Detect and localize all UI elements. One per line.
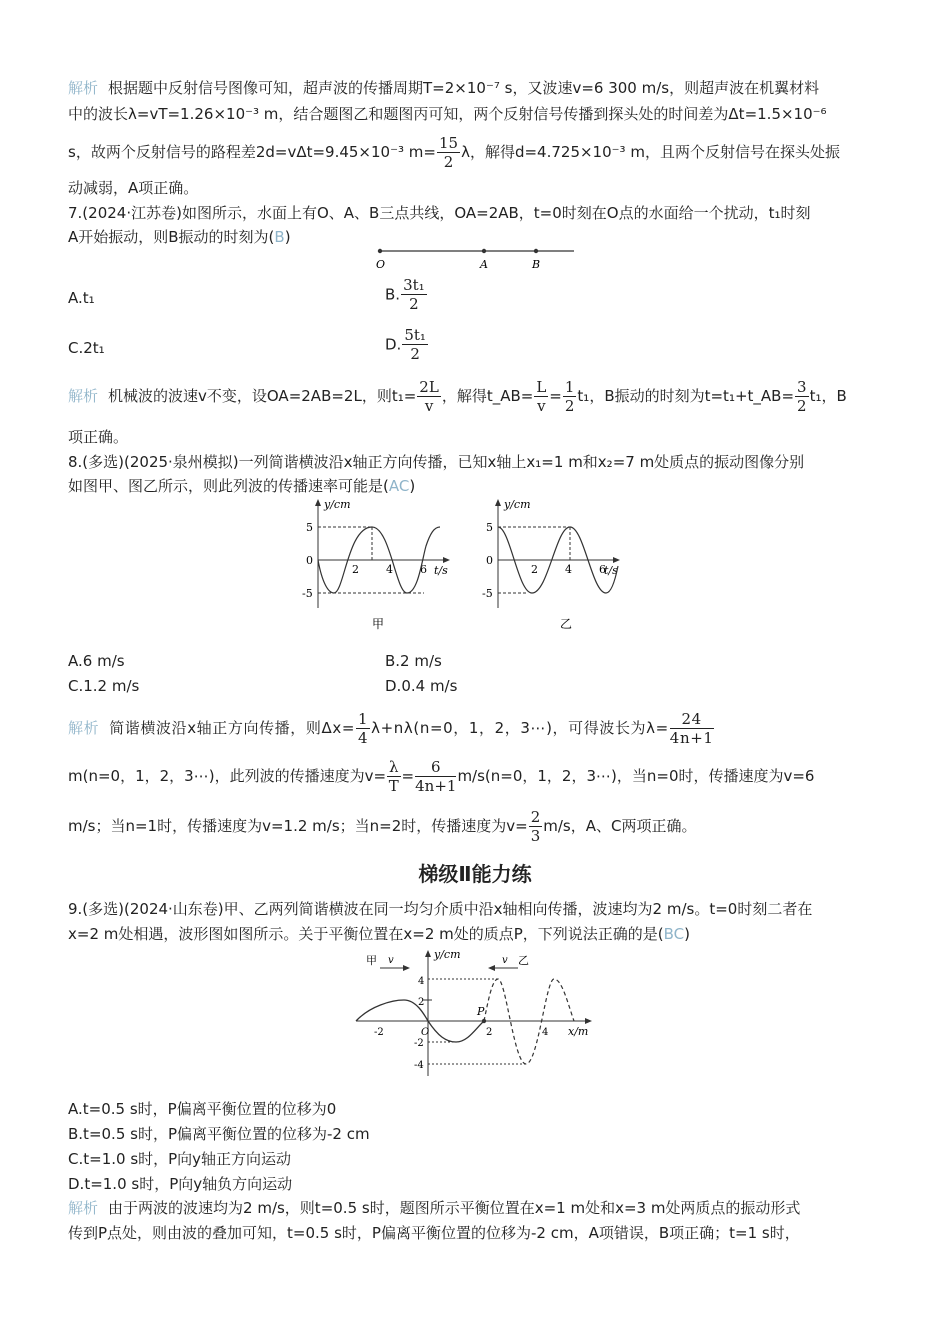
q7-option-b: B. $\frac{\text{3t₁}}{2}$: [385, 276, 425, 313]
q8-option-b: B.2 m/s: [385, 652, 442, 670]
x-tick: 6: [599, 563, 606, 576]
x-tick: 4: [565, 563, 572, 576]
q7-line-figure: [370, 244, 580, 272]
q7-analysis-line1: 解析 机械波的波速v不变，设OA=2AB=2L，则t₁= $\frac{2L}{v}$ ，解得t_AB= $\frac{L}{v}$ = $\frac{1}{2}$ t₁，B振动的时刻为t=t₁+t_AB= $\frac{3}{2}$ t₁，B: [68, 378, 847, 415]
wave-yi-label: 乙: [518, 954, 529, 967]
point-B-label: B: [532, 258, 541, 271]
answer: AC: [388, 477, 410, 495]
x-tick: 2: [531, 563, 538, 576]
p6-analysis-line4: 动减弱，A项正确。: [68, 179, 199, 197]
q9-analysis-line1: 解析 由于两波的波速均为2 m/s，则t=0.5 s时，题图所示平衡位置在x=1 m处和x=3 m处两质点的振动形式: [68, 1199, 801, 1217]
q7-option-a: A.t₁: [68, 289, 95, 307]
p6-analysis-line1: 解析 根据题中反射信号图像可知，超声波的传播周期T=2×10⁻⁷ s，又波速v=6 300 m/s，则超声波在机翼材料: [68, 79, 820, 97]
q8-option-d: D.0.4 m/s: [385, 677, 458, 695]
velocity-label: v: [388, 955, 394, 966]
q8-option-a: A.6 m/s: [68, 652, 125, 670]
section-title: 梯级Ⅱ能力练: [418, 862, 532, 886]
x-tick: 4: [542, 1027, 549, 1038]
y-tick: 0: [306, 554, 313, 567]
y-tick: 2: [418, 997, 425, 1008]
velocity-label: v: [502, 955, 508, 966]
x-tick: 2: [486, 1027, 493, 1038]
q7-option-c: C.2t₁: [68, 339, 105, 357]
y-tick: -4: [414, 1060, 424, 1071]
x-tick: 2: [352, 563, 359, 576]
point-O-label: O: [376, 258, 386, 271]
y-tick: 0: [486, 554, 493, 567]
q9-option-d: D.t=1.0 s时，P向y轴负方向运动: [68, 1175, 293, 1193]
x-axis-label: t/s: [434, 564, 448, 577]
x-tick: 4: [386, 563, 393, 576]
x-tick: -2: [374, 1027, 384, 1038]
point-P-label: P: [477, 1005, 485, 1018]
q9-analysis-line2: 传到P点处，则由波的叠加可知，t=0.5 s时，P偏离平衡位置的位移为-2 cm，A项错误，B项正确；t=1 s时，: [68, 1224, 800, 1242]
y-tick: 5: [486, 521, 493, 534]
q7-stem-line2: A开始振动，则B振动的时刻为(B): [68, 228, 291, 246]
q9-option-c: C.t=1.0 s时，P向y轴正方向运动: [68, 1150, 292, 1168]
q8-stem-line2: 如图甲、图乙所示，则此列波的传播速率可能是(AC): [68, 477, 416, 495]
q8-stem-line1: 8.(多选)(2025·泉州模拟)一列简谐横波沿x轴正方向传播，已知x轴上x₁=1 m和x₂=7 m处质点的振动图像分别: [68, 453, 805, 471]
p6-analysis-line3: s，故两个反射信号的路程差2d=vΔt=9.45×10⁻³ m= $\frac{15}{2}$ λ，解得d=4.725×10⁻³ m，且两个反射信号在探头处振: [68, 134, 840, 171]
x-tick: O: [421, 1027, 430, 1038]
q9-stem-line2: x=2 m处相遇，波形图如图所示。关于平衡位置在x=2 m处的质点P，下列说法正确的是(BC): [68, 925, 691, 943]
q9-option-b: B.t=0.5 s时，P偏离平衡位置的位移为-2 cm: [68, 1125, 370, 1143]
fraction: $\frac{15}{2}$: [438, 134, 459, 171]
y-tick: -5: [302, 587, 313, 600]
q9-option-a: A.t=0.5 s时，P偏离平衡位置的位移为0: [68, 1100, 337, 1118]
wave-jia-label: 甲: [366, 954, 377, 967]
graph-caption-jia: 甲: [372, 617, 385, 631]
q8-graph-jia: [296, 496, 456, 636]
y-axis-label: y/cm: [324, 498, 351, 511]
answer: B: [274, 228, 285, 246]
q9-stem-line1: 9.(多选)(2024·山东卷)甲、乙两列简谐横波在同一均匀介质中沿x轴相向传播，波速均为2 m/s。t=0时刻二者在: [68, 900, 813, 918]
q7-stem-line1: 7.(2024·江苏卷)如图所示，水面上有O、A、B三点共线，OA=2AB，t=0时刻在O点的水面给一个扰动，t₁时刻: [68, 204, 811, 222]
x-tick: 6: [420, 563, 427, 576]
q8-analysis-line3: m/s；当n=1时，传播速度为v=1.2 m/s；当n=2时，传播速度为v= $\frac{2}{3}$ m/s，A、C两项正确。: [68, 808, 697, 845]
answer: BC: [663, 925, 685, 943]
y-tick: -2: [414, 1038, 424, 1049]
q8-graph-yi: [466, 496, 626, 636]
y-tick: 5: [306, 521, 313, 534]
graph-caption-yi: 乙: [560, 617, 573, 631]
analysis-tag: 解析: [68, 79, 99, 97]
q7-analysis-line2: 项正确。: [68, 428, 129, 446]
y-axis-label: y/cm: [504, 498, 531, 511]
point-A-label: A: [480, 258, 488, 271]
q8-option-c: C.1.2 m/s: [68, 677, 140, 695]
q7-option-d: D. $\frac{\text{5t₁}}{2}$: [385, 326, 426, 363]
q8-analysis-line1: 解析 简谐横波沿x轴正方向传播，则Δx= $\frac{1}{4}$ λ+nλ(n=0，1，2，3⋯)，可得波长为λ= $\frac{24}{4n+1}$: [68, 710, 714, 747]
y-axis-label: y/cm: [434, 948, 461, 961]
y-tick: -5: [482, 587, 493, 600]
p6-analysis-line2: 中的波长λ=vT=1.26×10⁻³ m，结合题图乙和题图丙可知，两个反射信号传播到探头处的时间差为Δt=1.5×10⁻⁶: [68, 105, 827, 123]
x-axis-label: t/s: [604, 564, 618, 577]
y-tick: 4: [418, 976, 425, 987]
q8-analysis-line2: m(n=0，1，2，3⋯)，此列波的传播速度为v= $\frac{\lambda}{T}$ = $\frac{6}{4n+1}$ m/s(n=0，1，2，3⋯)，当n=0时，传播速度为v=6: [68, 758, 815, 795]
q9-wave-figure: [352, 944, 602, 1080]
x-axis-label: x/m: [568, 1025, 589, 1038]
